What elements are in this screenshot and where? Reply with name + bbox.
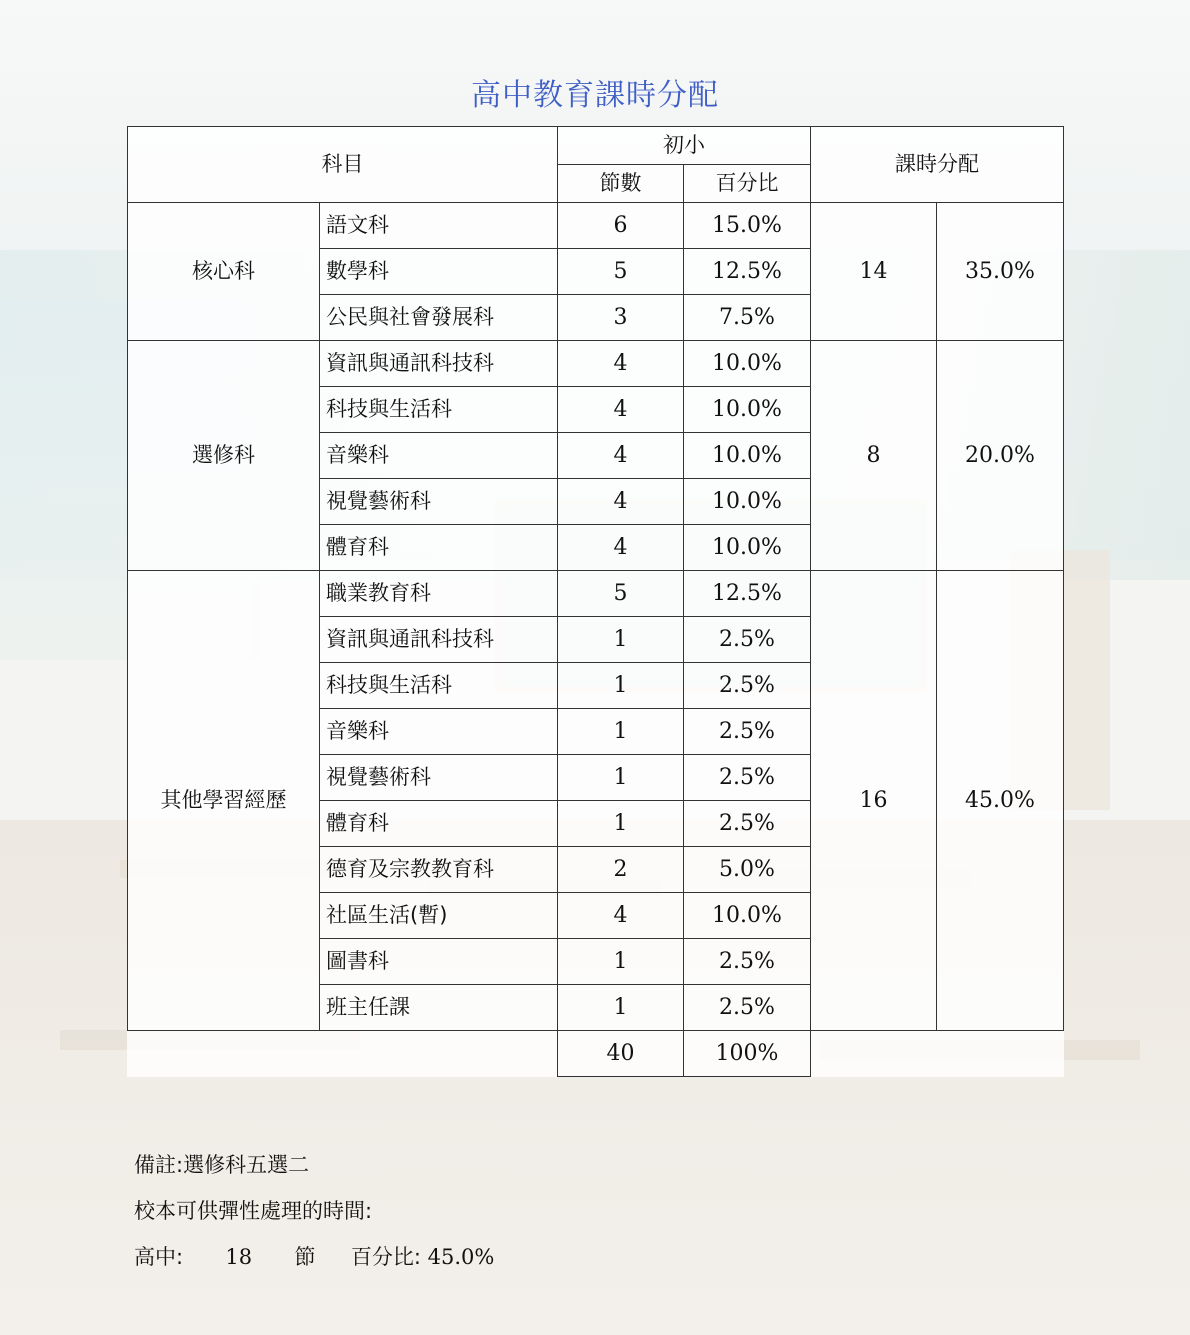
table-total-row [128,1031,1064,1077]
total-periods: 40 [558,1031,684,1077]
subject-cell: 資訊與通訊科技科 [320,341,558,387]
percent-cell: 7.5% [684,295,811,341]
periods-cell: 4 [558,387,684,433]
subject-cell: 社區生活(暫) [320,893,558,939]
group-total-percent: 45.0% [937,571,1064,1031]
header-level: 初小 [558,127,811,165]
subject-cell: 體育科 [320,801,558,847]
periods-cell: 2 [558,847,684,893]
group-total-periods: 8 [811,341,937,571]
notes-section [134,1150,494,1288]
periods-cell: 1 [558,663,684,709]
percent-cell: 2.5% [684,709,811,755]
header-periods: 節數 [558,165,684,203]
subject-cell: 科技與生活科 [320,663,558,709]
subject-cell: 資訊與通訊科技科 [320,617,558,663]
note-period-unit: 節 [294,1245,316,1269]
note-level-label: 高中: [134,1245,184,1269]
subject-cell: 語文科 [320,203,558,249]
percent-cell: 2.5% [684,801,811,847]
subject-cell: 圖書科 [320,939,558,985]
group-total-periods: 16 [811,571,937,1031]
percent-cell: 2.5% [684,985,811,1031]
subject-cell: 公民與社會發展科 [320,295,558,341]
subject-cell: 職業教育科 [320,571,558,617]
percent-cell: 10.0% [684,479,811,525]
periods-cell: 5 [558,249,684,295]
empty-cell [811,1031,1064,1077]
periods-cell: 1 [558,801,684,847]
note-flex-line [134,1242,494,1288]
subject-cell: 數學科 [320,249,558,295]
note-flex-periods: 18 [225,1245,253,1269]
table-row [128,203,1064,249]
note-flex-label: 校本可供彈性處理的時間: [134,1199,373,1223]
subject-cell: 視覺藝術科 [320,755,558,801]
subject-cell: 音樂科 [320,709,558,755]
note-remark: 備註:選修科五選二 [134,1153,310,1177]
percent-cell: 10.0% [684,525,811,571]
periods-cell: 5 [558,571,684,617]
header-allocation: 課時分配 [811,127,1064,203]
percent-cell: 5.0% [684,847,811,893]
percent-cell: 12.5% [684,571,811,617]
empty-cell [128,1031,558,1077]
subject-cell: 音樂科 [320,433,558,479]
periods-cell: 4 [558,433,684,479]
category-cell: 選修科 [128,341,320,571]
group-total-periods: 14 [811,203,937,341]
header-percent: 百分比 [684,165,811,203]
subject-cell: 德育及宗教教育科 [320,847,558,893]
category-cell: 核心科 [128,203,320,341]
subject-cell: 視覺藝術科 [320,479,558,525]
periods-cell: 3 [558,295,684,341]
subject-cell: 體育科 [320,525,558,571]
total-percent: 100% [684,1031,811,1077]
periods-cell: 6 [558,203,684,249]
percent-cell: 2.5% [684,755,811,801]
percent-cell: 2.5% [684,663,811,709]
note-percent-label: 百分比: [350,1245,421,1269]
periods-cell: 1 [558,755,684,801]
percent-cell: 15.0% [684,203,811,249]
subject-cell: 班主任課 [320,985,558,1031]
periods-cell: 4 [558,525,684,571]
periods-cell: 4 [558,341,684,387]
percent-cell: 10.0% [684,341,811,387]
group-total-percent: 20.0% [937,341,1064,571]
percent-cell: 10.0% [684,893,811,939]
periods-cell: 1 [558,985,684,1031]
periods-cell: 4 [558,893,684,939]
table-row [128,571,1064,617]
category-cell: 其他學習經歷 [128,571,320,1031]
group-total-percent: 35.0% [937,203,1064,341]
table-row [128,341,1064,387]
page-title: 高中教育課時分配 [471,78,719,113]
header-subject: 科目 [128,127,558,203]
percent-cell: 2.5% [684,939,811,985]
periods-cell: 1 [558,939,684,985]
periods-cell: 1 [558,617,684,663]
percent-cell: 10.0% [684,387,811,433]
percent-cell: 12.5% [684,249,811,295]
table-header-row [128,127,1064,165]
periods-cell: 4 [558,479,684,525]
periods-cell: 1 [558,709,684,755]
note-flex-percent: 45.0% [427,1245,495,1269]
percent-cell: 2.5% [684,617,811,663]
subject-cell: 科技與生活科 [320,387,558,433]
percent-cell: 10.0% [684,433,811,479]
allocation-table [127,126,1064,1077]
